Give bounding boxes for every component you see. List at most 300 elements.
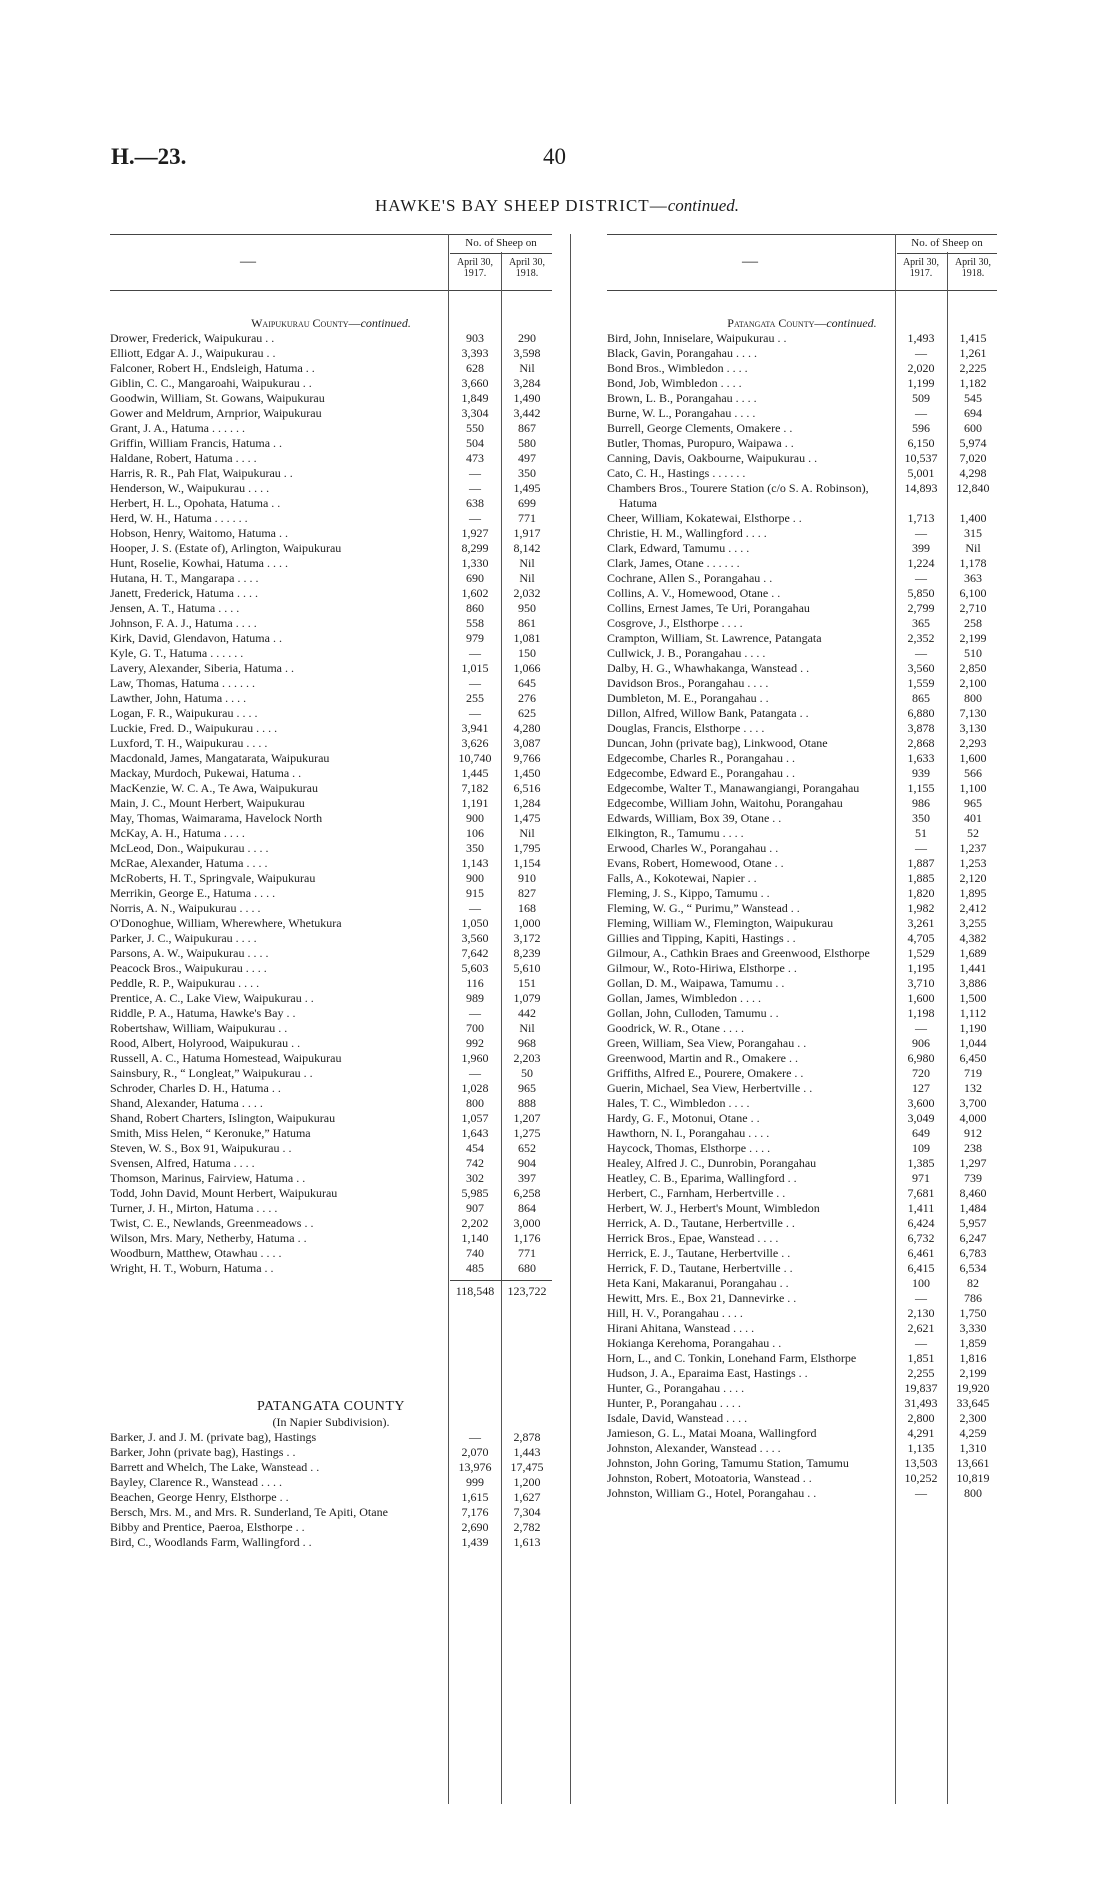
table-row — [607, 1276, 997, 1291]
sheep-1917: 1,057 — [461, 1111, 489, 1125]
table-row — [607, 1411, 997, 1426]
sheep-1918: 566 — [964, 766, 982, 780]
sheep-1918: 33,645 — [956, 1396, 990, 1410]
county-total-row — [110, 1280, 552, 1302]
sheep-1917: 1,439 — [461, 1535, 489, 1549]
sheep-1918: 1,627 — [513, 1490, 541, 1504]
sheep-1918: 276 — [518, 691, 536, 705]
table-row — [607, 811, 997, 826]
owner-name: Hales, T. C., Wimbledon . . . . — [607, 1096, 750, 1110]
table-row — [607, 1291, 997, 1306]
sheep-1917: — — [915, 526, 927, 540]
sheep-1918: 1,415 — [959, 331, 987, 345]
sheep-1918: Nil — [965, 541, 981, 555]
table-row — [607, 901, 997, 916]
sheep-1917: — — [915, 1486, 927, 1500]
table-row — [607, 661, 997, 676]
owner-name: Butler, Thomas, Puropuro, Waipawa . . — [607, 436, 794, 450]
owner-name: Hardy, G. F., Motonui, Otane . . — [607, 1111, 760, 1125]
table-row — [607, 1186, 997, 1201]
owner-name: Drower, Frederick, Waipukurau . . — [110, 331, 275, 345]
sheep-1917: 906 — [912, 1036, 930, 1050]
sheep-1918: 888 — [518, 1096, 536, 1110]
table-row — [110, 616, 552, 631]
owner-name: Isdale, David, Wanstead . . . . — [607, 1411, 748, 1425]
sheep-1918: 1,490 — [513, 391, 541, 405]
owner-name: Guerin, Michael, Sea View, Herbertville . . — [607, 1081, 813, 1095]
sheep-1918: 968 — [518, 1036, 536, 1050]
sheep-1918: 1,176 — [513, 1231, 541, 1245]
owner-name: McKay, A. H., Hatuma . . . . — [110, 826, 245, 840]
sheep-1917: — — [469, 676, 481, 690]
sheep-1917: 1,615 — [461, 1490, 489, 1504]
owner-name: Harris, R. R., Pah Flat, Waipukurau . . — [110, 466, 293, 480]
owner-name: Steven, W. S., Box 91, Waipukurau . . — [110, 1141, 292, 1155]
owner-name: Wilson, Mrs. Mary, Netherby, Hatuma . . — [110, 1231, 307, 1245]
sheep-1917: 1,982 — [907, 901, 935, 915]
table-row — [607, 751, 997, 766]
sheep-1918: 6,516 — [513, 781, 541, 795]
table-row — [110, 811, 552, 826]
sheep-1918: 3,130 — [959, 721, 987, 735]
sheep-1918: 13,661 — [956, 1456, 990, 1470]
sheep-1917: 986 — [912, 796, 930, 810]
sheep-1918: 1,154 — [513, 856, 541, 870]
sheep-1917: 1,155 — [907, 781, 935, 795]
sheep-1918: 3,255 — [959, 916, 987, 930]
sheep-1918: 1,689 — [959, 946, 987, 960]
sheep-1917: 1,887 — [907, 856, 935, 870]
sheep-1917: — — [469, 901, 481, 915]
section-heading-text: Waipukurau County— — [251, 316, 361, 330]
sheep-1917: 860 — [466, 601, 484, 615]
owner-name: Rood, Albert, Holyrood, Waipukurau . . — [110, 1036, 301, 1050]
table-row — [607, 526, 997, 541]
sheep-1918: 8,142 — [513, 541, 541, 555]
owner-name: Healey, Alfred J. C., Dunrobin, Porangahau — [607, 1156, 817, 1170]
sheep-1918: 4,382 — [959, 931, 987, 945]
sheep-1918: 1,441 — [959, 961, 987, 975]
owner-name: Gollan, John, Culloden, Tamumu . . — [607, 1006, 779, 1020]
sheep-1918: 397 — [518, 1171, 536, 1185]
sheep-1917: 1,199 — [907, 376, 935, 390]
table-row — [110, 586, 552, 601]
table-row — [110, 1126, 552, 1141]
table-row — [110, 886, 552, 901]
section-heading — [607, 316, 997, 331]
sheep-1918: 8,239 — [513, 946, 541, 960]
owner-name: Edwards, William, Box 39, Otane . . — [607, 811, 782, 825]
sheep-1917: 1,529 — [907, 946, 935, 960]
sheep-1917: — — [915, 646, 927, 660]
sheep-1917: 6,732 — [907, 1231, 935, 1245]
owner-name: Beachen, George Henry, Elsthorpe . . — [110, 1490, 289, 1504]
table-row — [607, 1456, 997, 1471]
section-heading — [110, 316, 552, 331]
owner-name: Falconer, Robert H., Endsleigh, Hatuma . . — [110, 361, 315, 375]
owner-name: Barker, John (private bag), Hastings . . — [110, 1445, 296, 1459]
table-row — [110, 976, 552, 991]
table-row — [607, 781, 997, 796]
sheep-1918: 1,079 — [513, 991, 541, 1005]
table-row — [110, 1141, 552, 1156]
table-row — [607, 1171, 997, 1186]
sheep-1918: 1,450 — [513, 766, 541, 780]
table-row — [607, 1066, 997, 1081]
sheep-1918: Nil — [519, 571, 535, 585]
sheep-1918: 350 — [518, 466, 536, 480]
table-row — [110, 511, 552, 526]
owner-name: Clark, James, Otane . . . . . . — [607, 556, 740, 570]
owner-name: Davidson Bros., Porangahau . . . . — [607, 676, 769, 690]
sheep-1917: 255 — [466, 691, 484, 705]
sheep-1917: 971 — [912, 1171, 930, 1185]
header-group-label: No. of Sheep on — [465, 237, 537, 249]
sheep-1917: 3,941 — [461, 721, 489, 735]
sheep-1918: 600 — [964, 421, 982, 435]
table-row — [607, 1216, 997, 1231]
sheep-1917: 740 — [466, 1246, 484, 1260]
sheep-1917: — — [915, 406, 927, 420]
sheep-1917: 1,493 — [907, 331, 935, 345]
sheep-1917: 1,195 — [907, 961, 935, 975]
sheep-1917: — — [915, 1336, 927, 1350]
owner-name: Twist, C. E., Newlands, Greenmeadows . . — [110, 1216, 314, 1230]
sheep-1918: 52 — [967, 826, 979, 840]
sheep-1918: 1,795 — [513, 841, 541, 855]
table-row — [607, 406, 997, 421]
table-row — [607, 616, 997, 631]
table-row — [110, 1216, 552, 1231]
sheep-1918: 2,850 — [959, 661, 987, 675]
owner-name: Thomson, Marinus, Fairview, Hatuma . . — [110, 1171, 306, 1185]
sheep-1918: 497 — [518, 451, 536, 465]
table-row — [110, 1261, 552, 1276]
table-row — [607, 691, 997, 706]
total-1917: 118,548 — [455, 1284, 495, 1298]
owner-name: Green, William, Sea View, Porangahau . . — [607, 1036, 807, 1050]
sheep-1918: 19,920 — [956, 1381, 990, 1395]
table-row — [110, 1006, 552, 1021]
sheep-1917: 302 — [466, 1171, 484, 1185]
sheep-1917: 3,600 — [907, 1096, 935, 1110]
sheep-1918: 1,178 — [959, 556, 987, 570]
table-row — [607, 586, 997, 601]
table-row — [607, 1471, 997, 1486]
owner-name: Herrick, E. J., Tautane, Herbertville . . — [607, 1246, 791, 1260]
table-row — [607, 1036, 997, 1051]
right-table-header — [607, 234, 997, 291]
sheep-1918: 2,199 — [959, 1366, 987, 1380]
table-row — [607, 856, 997, 871]
table-row — [607, 1051, 997, 1066]
sheep-1917: 504 — [466, 436, 484, 450]
sheep-1917: 2,352 — [907, 631, 935, 645]
sheep-1918: 580 — [518, 436, 536, 450]
sheep-1917: 3,626 — [461, 736, 489, 750]
sheep-1917: 2,621 — [907, 1321, 935, 1335]
owner-name: May, Thomas, Waimarama, Havelock North — [110, 811, 323, 825]
table-row — [110, 421, 552, 436]
owner-name: Jensen, A. T., Hatuma . . . . — [110, 601, 240, 615]
sheep-1918: 3,087 — [513, 736, 541, 750]
sheep-1917: 350 — [912, 811, 930, 825]
header-col-1918: April 30, 1918. — [508, 257, 546, 279]
table-row — [110, 391, 552, 406]
owner-name: Duncan, John (private bag), Linkwood, Otane — [607, 736, 828, 750]
table-row — [110, 991, 552, 1006]
sheep-1917: 900 — [466, 811, 484, 825]
sheep-1917: 7,642 — [461, 946, 489, 960]
owner-name: Bibby and Prentice, Paeroa, Elsthorpe . . — [110, 1520, 305, 1534]
owner-name: Hunter, G., Porangahau . . . . — [607, 1381, 745, 1395]
owner-name: Woodburn, Matthew, Otawhau . . . . — [110, 1246, 282, 1260]
sheep-1918: 771 — [518, 511, 536, 525]
table-row — [607, 796, 997, 811]
owner-name: Parker, J. C., Waipukurau . . . . — [110, 931, 257, 945]
owner-name: Erwood, Charles W., Porangahau . . — [607, 841, 779, 855]
sheep-1918: 2,199 — [959, 631, 987, 645]
sheep-1918: 5,957 — [959, 1216, 987, 1230]
sheep-1918: 150 — [518, 646, 536, 660]
owner-name: Peddle, R. P., Waipukurau . . . . — [110, 976, 260, 990]
table-row — [110, 1535, 552, 1550]
table-row — [110, 1246, 552, 1261]
sheep-1918: 1,044 — [959, 1036, 987, 1050]
owner-name: Christie, H. M., Wallingford . . . . — [607, 526, 767, 540]
sheep-1918: 625 — [518, 706, 536, 720]
sheep-1917: — — [469, 511, 481, 525]
owner-name: Hobson, Henry, Waitomo, Hatuma . . — [110, 526, 289, 540]
table-row — [110, 781, 552, 796]
county-subheading: (In Napier Subdivision). — [272, 1415, 390, 1429]
table-row — [607, 361, 997, 376]
table-row — [110, 961, 552, 976]
sheep-1918: Nil — [519, 361, 535, 375]
table-row — [607, 1246, 997, 1261]
sheep-1918: 1,112 — [959, 1006, 987, 1020]
table-row — [110, 766, 552, 781]
sheep-1918: 6,783 — [959, 1246, 987, 1260]
owner-name: Janett, Frederick, Hatuma . . . . — [110, 586, 258, 600]
owner-name: Gilmour, A., Cathkin Braes and Greenwood, Elsthorpe — [607, 946, 870, 960]
table-row — [607, 466, 997, 481]
sheep-1917: 31,493 — [904, 1396, 938, 1410]
sheep-1917: 6,415 — [907, 1261, 935, 1275]
owner-name: O'Donoghue, William, Wherewhere, Whetukura — [110, 916, 342, 930]
sheep-1917: 3,878 — [907, 721, 935, 735]
sheep-1918: 1,400 — [959, 511, 987, 525]
sheep-1918: 1,261 — [959, 346, 987, 360]
owner-name: Herbert, C., Farnham, Herbertville . . — [607, 1186, 786, 1200]
sheep-1918: 315 — [964, 526, 982, 540]
sheep-1917: 127 — [912, 1081, 930, 1095]
owner-name: Jamieson, G. L., Matai Moana, Wallingford — [607, 1426, 817, 1440]
sheep-1918: Nil — [519, 556, 535, 570]
table-row — [110, 1051, 552, 1066]
owner-name: Edgecombe, Edward E., Porangahau . . — [607, 766, 795, 780]
owner-name: Haldane, Robert, Hatuma . . . . — [110, 451, 257, 465]
sheep-1917: 638 — [466, 496, 484, 510]
table-row — [110, 496, 552, 511]
sheep-1917: 454 — [466, 1141, 484, 1155]
sheep-1918: 3,598 — [513, 346, 541, 360]
table-row — [607, 961, 997, 976]
sheep-1918: 1,500 — [959, 991, 987, 1005]
table-row — [607, 1096, 997, 1111]
owner-name: Black, Gavin, Porangahau . . . . — [607, 346, 757, 360]
sheep-1918: 2,300 — [959, 1411, 987, 1425]
sheep-1918: 1,253 — [959, 856, 987, 870]
sheep-1917: 649 — [912, 1126, 930, 1140]
owner-name: Haycock, Thomas, Elsthorpe . . . . — [607, 1141, 771, 1155]
table-row — [110, 646, 552, 661]
owner-name: Herbert, W. J., Herbert's Mount, Wimbledon — [607, 1201, 820, 1215]
header-group-label: No. of Sheep on — [911, 237, 983, 249]
sheep-1917: 2,070 — [461, 1445, 489, 1459]
sheep-1918: 645 — [518, 676, 536, 690]
left-column — [110, 234, 552, 1550]
owner-name: Grant, J. A., Hatuma . . . . . . — [110, 421, 245, 435]
sheep-1918: 82 — [967, 1276, 979, 1290]
sheep-1918: 652 — [518, 1141, 536, 1155]
sheep-1918: 1,200 — [513, 1475, 541, 1489]
sheep-1917: 5,850 — [907, 586, 935, 600]
sheep-1917: 700 — [466, 1021, 484, 1035]
owner-name: Greenwood, Martin and R., Omakere . . — [607, 1051, 798, 1065]
sheep-1917: 4,291 — [907, 1426, 935, 1440]
table-row — [110, 871, 552, 886]
sheep-1917: 14,893 — [904, 481, 938, 495]
table-row — [607, 1141, 997, 1156]
sheep-1917: 10,537 — [904, 451, 938, 465]
left-rows — [110, 316, 552, 1550]
owner-name: Macdonald, James, Mangatarata, Waipukurau — [110, 751, 330, 765]
sheep-1917: 10,740 — [458, 751, 492, 765]
table-row — [607, 706, 997, 721]
table-row — [607, 391, 997, 406]
sheep-1918: 950 — [518, 601, 536, 615]
sheep-1918: 290 — [518, 331, 536, 345]
sheep-1918: 238 — [964, 1141, 982, 1155]
sheep-1918: 2,120 — [959, 871, 987, 885]
owner-name: McLeod, Don., Waipukurau . . . . — [110, 841, 269, 855]
owner-name: Henderson, W., Waipukurau . . . . — [110, 481, 270, 495]
table-row — [110, 1520, 552, 1535]
owner-name: Goodrick, W. R., Otane . . . . — [607, 1021, 744, 1035]
sheep-1917: 10,252 — [904, 1471, 938, 1485]
table-row — [607, 331, 997, 346]
table-row — [607, 1396, 997, 1411]
sheep-1917: 473 — [466, 451, 484, 465]
sheep-1917: 903 — [466, 331, 484, 345]
sheep-1918: 6,100 — [959, 586, 987, 600]
owner-name: Bayley, Clarence R., Wanstead . . . . — [110, 1475, 282, 1489]
sheep-1917: 979 — [466, 631, 484, 645]
table-row — [110, 1021, 552, 1036]
table-row — [110, 691, 552, 706]
page-number: 40 — [543, 144, 566, 169]
sheep-1917: 992 — [466, 1036, 484, 1050]
table-row — [110, 706, 552, 721]
sheep-1917: 1,385 — [907, 1156, 935, 1170]
sheep-1918: 4,259 — [959, 1426, 987, 1440]
table-row — [607, 1336, 997, 1351]
owner-name: Goodwin, William, St. Gowans, Waipukurau — [110, 391, 325, 405]
owner-name: Bond Bros., Wimbledon . . . . — [607, 361, 748, 375]
owner-name: McRae, Alexander, Hatuma . . . . — [110, 856, 268, 870]
sheep-1918: 5,974 — [959, 436, 987, 450]
owner-name: Edgecombe, Walter T., Manawangiangi, Porangahau — [607, 781, 860, 795]
sheep-1917: 1,224 — [907, 556, 935, 570]
owner-name: Barrett and Whelch, The Lake, Wanstead . . — [110, 1460, 320, 1474]
sheep-1918: 904 — [518, 1156, 536, 1170]
sheep-1917: 399 — [912, 541, 930, 555]
sheep-1917: 1,559 — [907, 676, 935, 690]
sheep-1918: 1,816 — [959, 1351, 987, 1365]
sheep-1917: 1,849 — [461, 391, 489, 405]
sheep-1917: — — [469, 1066, 481, 1080]
sheep-1918: 3,172 — [513, 931, 541, 945]
sheep-1917: 1,600 — [907, 991, 935, 1005]
sheep-1917: 1,140 — [461, 1231, 489, 1245]
right-column — [607, 234, 997, 1501]
owner-name: Norris, A. N., Waipukurau . . . . — [110, 901, 261, 915]
owner-name: Herrick, A. D., Tautane, Herbertville . . — [607, 1216, 795, 1230]
sheep-1917: 509 — [912, 391, 930, 405]
owner-name: Falls, A., Kokotewai, Napier . . — [607, 871, 757, 885]
table-row — [607, 481, 997, 511]
table-row — [110, 1096, 552, 1111]
owner-name: Edgecombe, William John, Waitohu, Porangahau — [607, 796, 843, 810]
table-row — [607, 736, 997, 751]
section-heading-text: Patangata County— — [727, 316, 827, 330]
sheep-1918: 2,878 — [513, 1430, 541, 1444]
owner-name: Johnston, William G., Hotel, Porangahau . . — [607, 1486, 817, 1500]
owner-name: Lawther, John, Hatuma . . . . — [110, 691, 247, 705]
owner-name: Cullwick, J. B., Porangahau . . . . — [607, 646, 766, 660]
owner-name: Cato, C. H., Hastings . . . . . . — [607, 466, 746, 480]
sheep-1918: 4,000 — [959, 1111, 987, 1125]
sheep-1917: 3,304 — [461, 406, 489, 420]
sheep-1917: 907 — [466, 1201, 484, 1215]
owner-name: Elkington, R., Tamumu . . . . — [607, 826, 744, 840]
sheep-1917: 1,927 — [461, 526, 489, 540]
sheep-1918: 1,895 — [959, 886, 987, 900]
table-row — [607, 1366, 997, 1381]
sheep-1917: 7,176 — [461, 1505, 489, 1519]
right-record-list — [607, 331, 997, 1501]
table-row — [110, 481, 552, 496]
sheep-1918: 867 — [518, 421, 536, 435]
owner-name: Shand, Robert Charters, Islington, Waipukurau — [110, 1111, 336, 1125]
sheep-1917: 6,424 — [907, 1216, 935, 1230]
sheep-1917: 628 — [466, 361, 484, 375]
sheep-1917: 13,976 — [458, 1460, 492, 1474]
owner-name: Hooper, J. S. (Estate of), Arlington, Waipukurau — [110, 541, 342, 555]
sheep-1917: 5,985 — [461, 1186, 489, 1200]
sheep-1917: 1,015 — [461, 661, 489, 675]
owner-name: Heatley, C. B., Eparima, Wallingford . . — [607, 1171, 797, 1185]
sheep-1917: 2,868 — [907, 736, 935, 750]
owner-name: Bond, Job, Wimbledon . . . . — [607, 376, 742, 390]
sheep-1918: 510 — [964, 646, 982, 660]
sheep-1917: 3,049 — [907, 1111, 935, 1125]
sheep-1918: 699 — [518, 496, 536, 510]
table-row — [607, 1156, 997, 1171]
sheep-1918: 7,020 — [959, 451, 987, 465]
table-row — [607, 541, 997, 556]
